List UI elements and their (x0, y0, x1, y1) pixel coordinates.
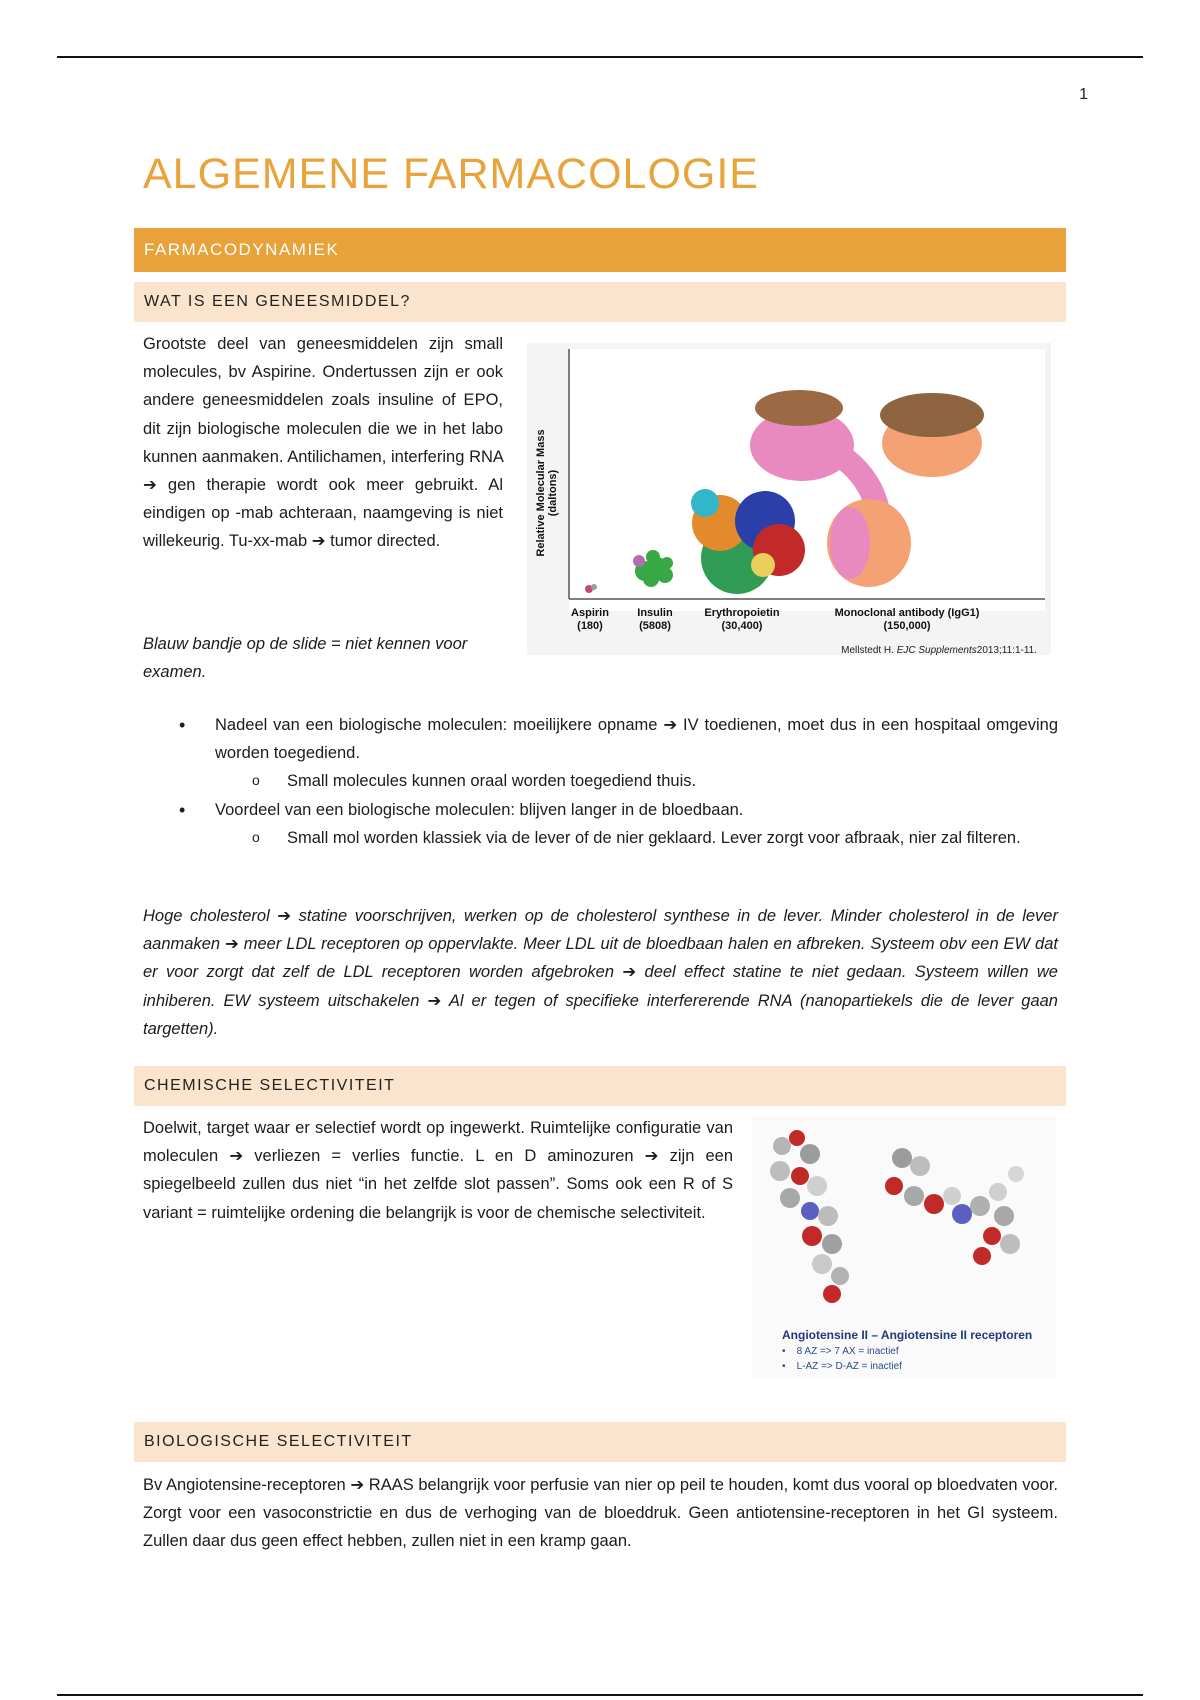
intro-text-3: tumor directed. (330, 532, 441, 551)
cholesterol-paragraph: Hoge cholesterol ➔ statine voorschrijven, werken op de cholesterol synthese in de lever. Minder cholesterol in de lever aanmaken ➔ meer LDL receptoren op oppervlakte. Meer LDL uit de bloedbaan halen en afbreken. Systeem obv een EW dat er voor zorgt dat zelf de LDL receptoren worden afgebroken ➔ deel effect statine te niet gedaan. Systeem willen we inhiberen. EW systeem uitschakelen ➔ Al er tegen of specifieke interfererende RNA (nanopartiekels die de lever gaan targetten). (143, 907, 1058, 1038)
arrow-icon: ➔ (277, 907, 292, 925)
subheading-chemische-selectiviteit: CHEMISCHE SELECTIVITEIT (134, 1066, 1066, 1106)
bottom-rule (57, 1694, 1143, 1696)
angiotensin-bullet-1: • 8 AZ => 7 AX = inactief (782, 1346, 899, 1357)
subheading-biologische-selectiviteit: BIOLOGISCHE SELECTIVITEIT (134, 1422, 1066, 1462)
arrow-icon: ➔ (311, 532, 326, 551)
figure-source: Mellstedt H. EJC Supplements2013;11:1-11. (841, 645, 1037, 656)
top-rule (57, 56, 1143, 58)
exam-note: Blauw bandje op de slide = niet kennen voor examen. (143, 635, 468, 682)
intro-text-2: gen therapie wordt ook meer gebruikt. Al eindigen op -mab achteraan, naamgeving is niet willekeurig. Tu-xx-mab (143, 476, 503, 551)
list-item: o Small molecules kunnen oraal worden toegediend thuis. (143, 767, 1058, 795)
angiotensin-bullet-2: • L-AZ => D-AZ = inactief (782, 1361, 902, 1372)
section-heading-farmacodynamiek: FARMACODYNAMIEK (134, 228, 1066, 272)
list-item: o Small mol worden klassiek via de lever of de nier geklaard. Lever zorgt voor afbraak, nier zal filteren. (143, 824, 1058, 852)
arrow-icon: ➔ (225, 935, 239, 954)
subheading-wat-is-een-geneesmiddel: WAT IS EEN GENEESMIDDEL? (134, 282, 1066, 322)
insulin-label: Insulin (5808) (637, 607, 673, 632)
arrow-icon: ➔ (427, 991, 442, 1010)
angiotensin-caption: Angiotensine II – Angiotensine II receptoren (782, 1328, 1033, 1342)
list-item: • Voordeel van een biologische moleculen: blijven langer in de bloedbaan. (143, 796, 1058, 824)
aspirin-label: Aspirin (180) (571, 607, 609, 632)
angiotensin-molecule-illustration (752, 1116, 1056, 1316)
molecule-right (885, 1148, 1024, 1265)
list-item: • Nadeel van een biologische moleculen: moeilijkere opname ➔ IV toedienen, moet dus in een hospitaal omgeving worden toegediend. (143, 711, 1058, 767)
intro-text: Grootste deel van geneesmiddelen zijn small molecules, bv Aspirine. Ondertussen zijn er ook andere geneesmiddelen zoals insuline of EPO, dit zijn biologische moleculen die we in het labo kunnen aanmaken. Antilichamen, interfering RNA (143, 335, 503, 466)
page-number: 1 (1079, 86, 1088, 103)
molecule-size-figure (527, 343, 1051, 655)
arrow-icon: ➔ (644, 1147, 659, 1166)
molecule-left (770, 1130, 849, 1303)
angiotensin-figure (752, 1116, 1056, 1378)
antibody-label: Monoclonal antibody (IgG1) (150,000) (834, 607, 980, 632)
arrow-icon: ➔ (229, 1147, 244, 1166)
document-title: ALGEMENE FARMACOLOGIE (143, 150, 759, 198)
arrow-icon: ➔ (143, 476, 157, 495)
erythropoietin-label: Erythropoietin (30,400) (704, 607, 780, 632)
y-axis-label: Relative Molecular Mass (daltons) (535, 429, 559, 557)
biological-paragraph: Bv Angiotensine-receptoren ➔ RAAS belangrijk voor perfusie van nier op peil te houden, komt dus vooral op bloedvaten voor. Zorgt voor een vasoconstrictie en dus de verhoging van de bloeddruk. Geen antiotensine-receptoren in het GI systeem. Zullen daar dus geen effect hebben, zullen niet in een kramp gaan. (143, 1476, 1058, 1551)
arrow-icon: ➔ (663, 716, 678, 734)
bullet-list (143, 711, 1058, 852)
chemical-paragraph: Doelwit, target waar er selectief wordt op ingewerkt. Ruimtelijke configuratie van moleculen ➔ verliezen = verlies functie. L en D aminozuren ➔ zijn een spiegelbeeld zullen dus niet “in het zelfde slot passen”. Soms ook een R of S variant = ruimtelijke ordening die belangrijk is voor de chemische selectiviteit. (143, 1119, 733, 1222)
intro-paragraph (143, 330, 503, 556)
arrow-icon: ➔ (350, 1476, 365, 1494)
arrow-icon: ➔ (622, 963, 637, 982)
